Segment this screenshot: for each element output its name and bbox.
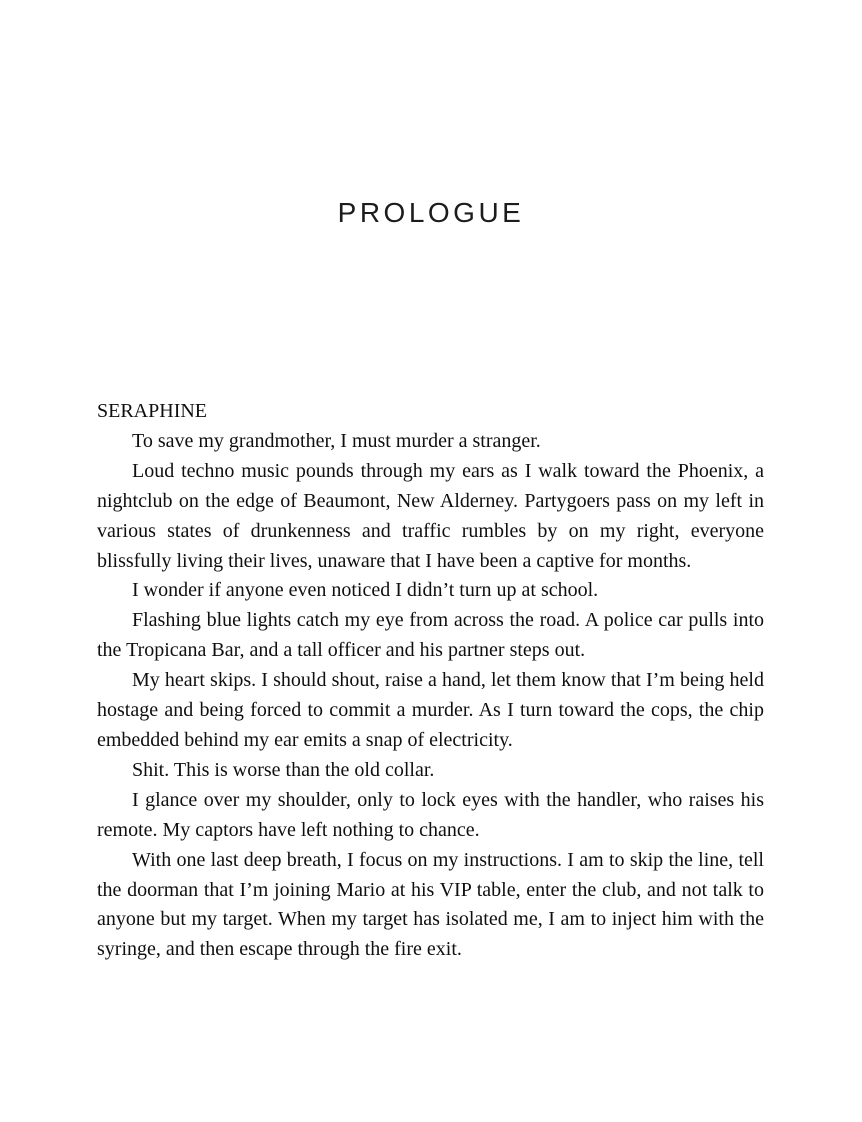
speaker-name: SERAPHINE — [97, 400, 208, 422]
paragraph: Loud techno music pounds through my ears as I walk toward the Phoenix, a nightclub on the edge of Beaumont, New Alderney. Partygoers pass on my left in various states of drunkenness and traffic rumbles by on my right, everyone blissfully living their lives, unaware that I have been a captive for months. — [97, 459, 764, 572]
paragraph: I wonder if anyone even noticed I didn’t turn up at school. — [132, 579, 599, 602]
chapter-body — [97, 397, 764, 965]
chapter-heading: PROLOGUE — [337, 197, 525, 228]
paragraph: Shit. This is worse than the old collar. — [132, 758, 435, 781]
paragraph: With one last deep breath, I focus on my instructions. I am to skip the line, tell the doorman that I’m joining Mario at his VIP table, enter the club, and not talk to anyone but my target. When my target has isolated me, I am to inject him with the syringe, and then escape through the fire exit. — [97, 848, 764, 961]
paragraph: My heart skips. I should shout, raise a hand, let them know that I’m being held hostage and being forced to commit a murder. As I turn toward the cops, the chip embedded behind my ear emits a snap of electricity. — [97, 669, 764, 751]
paragraph: To save my grandmother, I must murder a stranger. — [132, 429, 541, 452]
paragraph: I glance over my shoulder, only to lock eyes with the handler, who raises his remote. My captors have left nothing to chance. — [97, 788, 764, 841]
paragraph: Flashing blue lights catch my eye from across the road. A police car pulls into the Tropicana Bar, and a tall officer and his partner steps out. — [97, 609, 764, 662]
